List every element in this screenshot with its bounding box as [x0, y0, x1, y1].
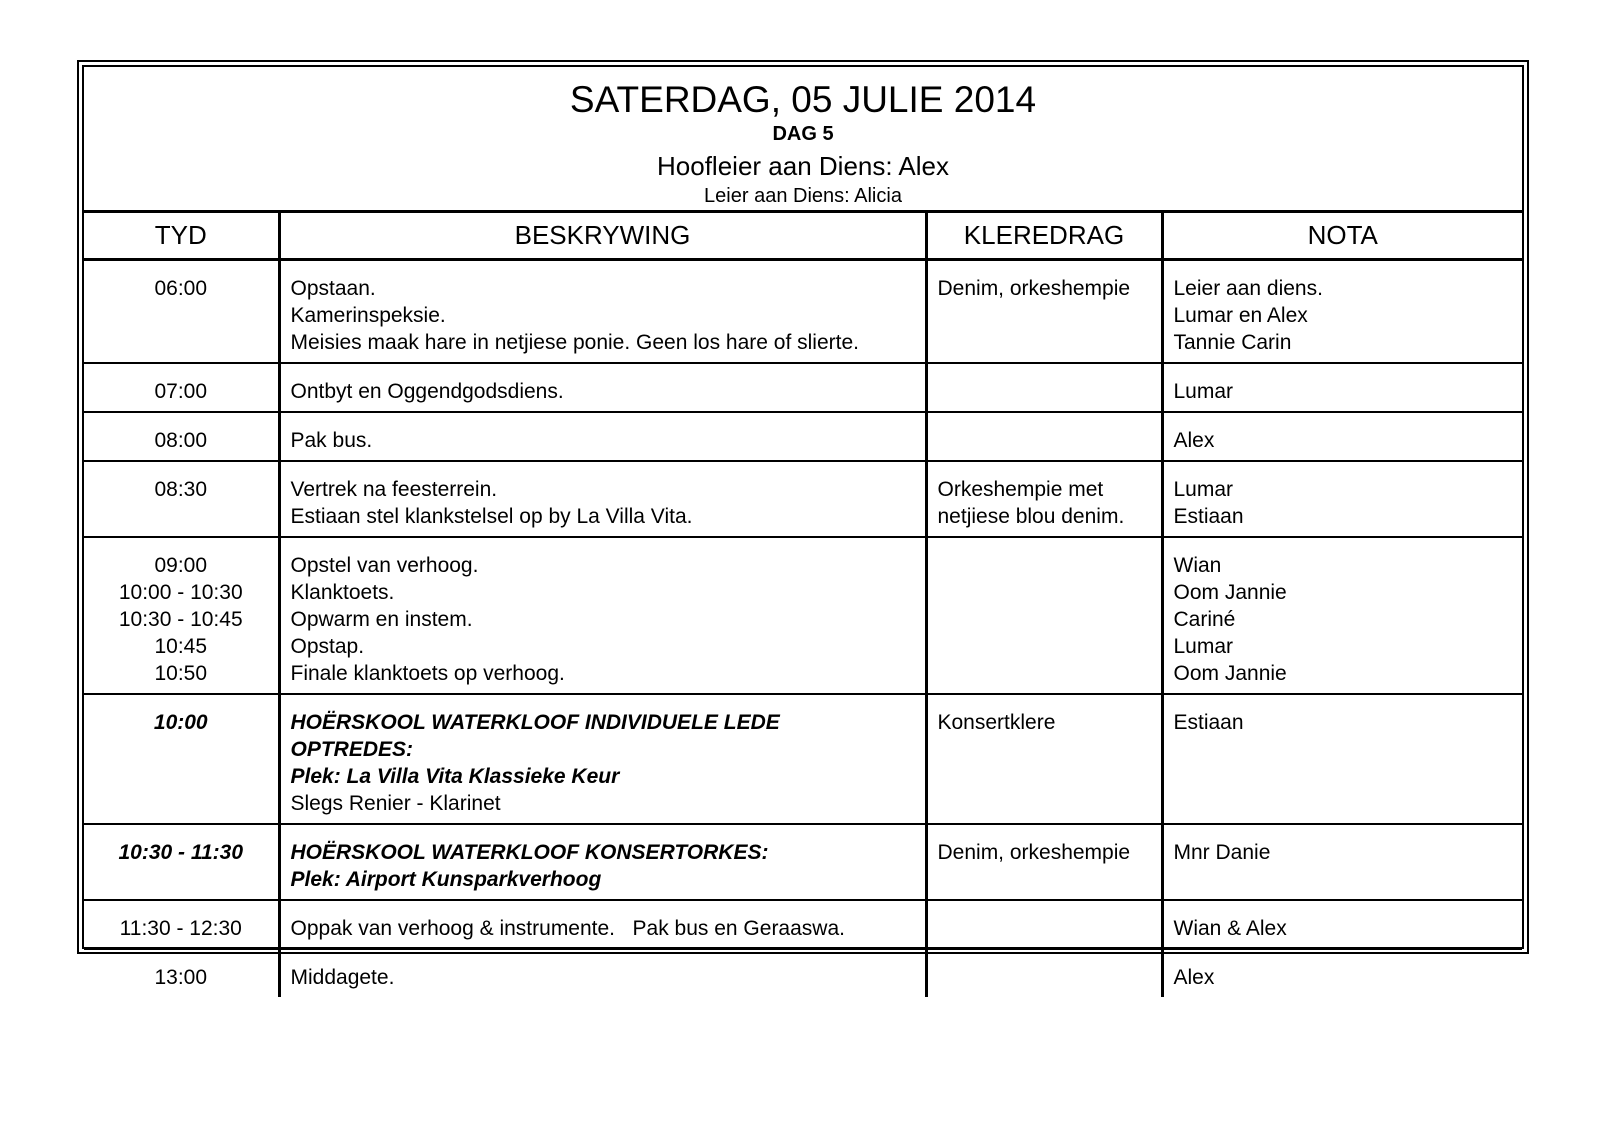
description-line: Ontbyt en Oggendgodsdiens. — [290, 380, 564, 403]
description-cell — [279, 824, 926, 900]
note-line: Lumar — [1173, 635, 1234, 658]
note-line: Cariné — [1173, 608, 1236, 631]
note-line: Wian — [1173, 554, 1222, 577]
description-line: Opwarm en instem. — [290, 608, 473, 631]
description-cell — [279, 537, 926, 694]
description-cell — [279, 694, 926, 824]
description-line: Meisies maak hare in netjiese ponie. Geen los hare of slierte. — [290, 331, 859, 354]
column-header-time: TYD — [84, 213, 279, 260]
note-line: Alex — [1173, 966, 1215, 989]
time-cell — [84, 949, 279, 997]
note-line: Lumar en Alex — [1173, 304, 1308, 327]
dress-line: Denim, orkeshempie — [937, 841, 1131, 864]
description-cell — [279, 461, 926, 537]
note-cell — [1162, 461, 1522, 537]
time-value: 13:00 — [154, 966, 208, 989]
dress-line: Denim, orkeshempie — [937, 277, 1131, 300]
page-title: SATERDAG, 05 JULIE 2014 — [569, 79, 1037, 120]
dress-cell — [926, 260, 1162, 364]
note-cell — [1162, 412, 1522, 461]
table-row — [84, 949, 1522, 997]
time-cell — [84, 537, 279, 694]
note-line: Wian & Alex — [1173, 917, 1287, 940]
note-line: Lumar — [1173, 478, 1234, 501]
table-row — [84, 260, 1522, 364]
event-venue: Plek: Airport Kunsparkverhoog — [290, 868, 602, 891]
dress-cell — [926, 363, 1162, 412]
description-line: Pak bus. — [290, 429, 373, 452]
note-line: Mnr Danie — [1173, 841, 1271, 864]
time-cell — [84, 824, 279, 900]
table-row — [84, 900, 1522, 949]
column-header-description: BESKRYWING — [279, 213, 926, 260]
event-title: OPTREDES: — [290, 738, 414, 761]
time-cell — [84, 694, 279, 824]
dress-cell — [926, 412, 1162, 461]
time-cell — [84, 461, 279, 537]
dress-cell — [926, 949, 1162, 997]
time-value: 11:30 - 12:30 — [119, 917, 242, 940]
description-line: Vertrek na feesterrein. — [290, 478, 498, 501]
note-cell — [1162, 900, 1522, 949]
table-header-row — [84, 213, 1522, 260]
note-line: Lumar — [1173, 380, 1234, 403]
dress-cell — [926, 461, 1162, 537]
schedule-frame — [77, 60, 1529, 989]
description-line: Middagete. — [290, 966, 395, 989]
description-cell — [279, 363, 926, 412]
time-value: 10:00 — [153, 711, 208, 734]
schedule-table — [84, 213, 1522, 997]
dress-cell — [926, 537, 1162, 694]
dress-line: netjiese blou denim. — [937, 505, 1125, 528]
note-line: Tannie Carin — [1173, 331, 1292, 354]
description-line: Oppak van verhoog & instrumente. Pak bus en Geraaswa. — [290, 917, 845, 940]
table-row — [84, 694, 1522, 824]
time-value: 06:00 — [154, 277, 208, 300]
description-line: Estiaan stel klankstelsel op by La Villa Vita. — [290, 505, 693, 528]
day-label: DAG 5 — [772, 123, 834, 145]
time-value: 08:00 — [154, 429, 208, 452]
time-value: 10:30 - 10:45 — [118, 608, 243, 631]
description-line: Slegs Renier - Klarinet — [290, 792, 501, 815]
table-row — [84, 461, 1522, 537]
description-line: Finale klanktoets op verhoog. — [290, 662, 565, 685]
description-line: Opstap. — [290, 635, 365, 658]
schedule-inner-frame — [82, 65, 1524, 989]
time-cell — [84, 900, 279, 949]
dress-line: Orkeshempie met — [937, 478, 1104, 501]
event-title: HOËRSKOOL WATERKLOOF KONSERTORKES: — [290, 841, 769, 864]
column-header-dress: KLEREDRAG — [926, 213, 1162, 260]
note-line: Leier aan diens. — [1173, 277, 1323, 300]
note-cell — [1162, 537, 1522, 694]
table-row — [84, 824, 1522, 900]
note-line: Estiaan — [1173, 711, 1244, 734]
note-line: Estiaan — [1173, 505, 1244, 528]
time-value: 07:00 — [154, 380, 208, 403]
table-row — [84, 412, 1522, 461]
note-cell — [1162, 949, 1522, 997]
description-cell — [279, 900, 926, 949]
time-value: 10:45 — [154, 635, 208, 658]
note-line: Alex — [1173, 429, 1215, 452]
time-value: 10:30 - 11:30 — [118, 841, 244, 864]
event-title: HOËRSKOOL WATERKLOOF INDIVIDUELE LEDE — [290, 711, 780, 734]
table-row — [84, 363, 1522, 412]
table-row — [84, 537, 1522, 694]
dress-cell — [926, 694, 1162, 824]
description-cell — [279, 949, 926, 997]
leader-on-duty: Leier aan Diens: Alicia — [704, 185, 902, 207]
time-cell — [84, 260, 279, 364]
head-leader-on-duty: Hoofleier aan Diens: Alex — [657, 151, 949, 181]
note-cell — [1162, 824, 1522, 900]
dress-cell — [926, 824, 1162, 900]
description-line: Opstel van verhoog. — [290, 554, 479, 577]
time-value: 10:00 - 10:30 — [118, 581, 243, 604]
description-cell — [279, 260, 926, 364]
column-header-note: NOTA — [1162, 213, 1522, 260]
time-value: 09:00 — [154, 554, 208, 577]
description-cell — [279, 412, 926, 461]
time-cell — [84, 412, 279, 461]
note-cell — [1162, 260, 1522, 364]
time-value: 10:50 — [154, 662, 208, 685]
description-line: Klanktoets. — [290, 581, 395, 604]
description-line: Opstaan. — [290, 277, 376, 300]
note-line: Oom Jannie — [1173, 581, 1287, 604]
dress-line: Konsertklere — [937, 711, 1056, 734]
note-cell — [1162, 694, 1522, 824]
event-venue: Plek: La Villa Vita Klassieke Keur — [290, 765, 620, 788]
note-line: Oom Jannie — [1173, 662, 1287, 685]
time-value: 08:30 — [154, 478, 208, 501]
note-cell — [1162, 363, 1522, 412]
time-cell — [84, 363, 279, 412]
description-line: Kamerinspeksie. — [290, 304, 446, 327]
dress-cell — [926, 900, 1162, 949]
schedule-header — [84, 67, 1522, 213]
